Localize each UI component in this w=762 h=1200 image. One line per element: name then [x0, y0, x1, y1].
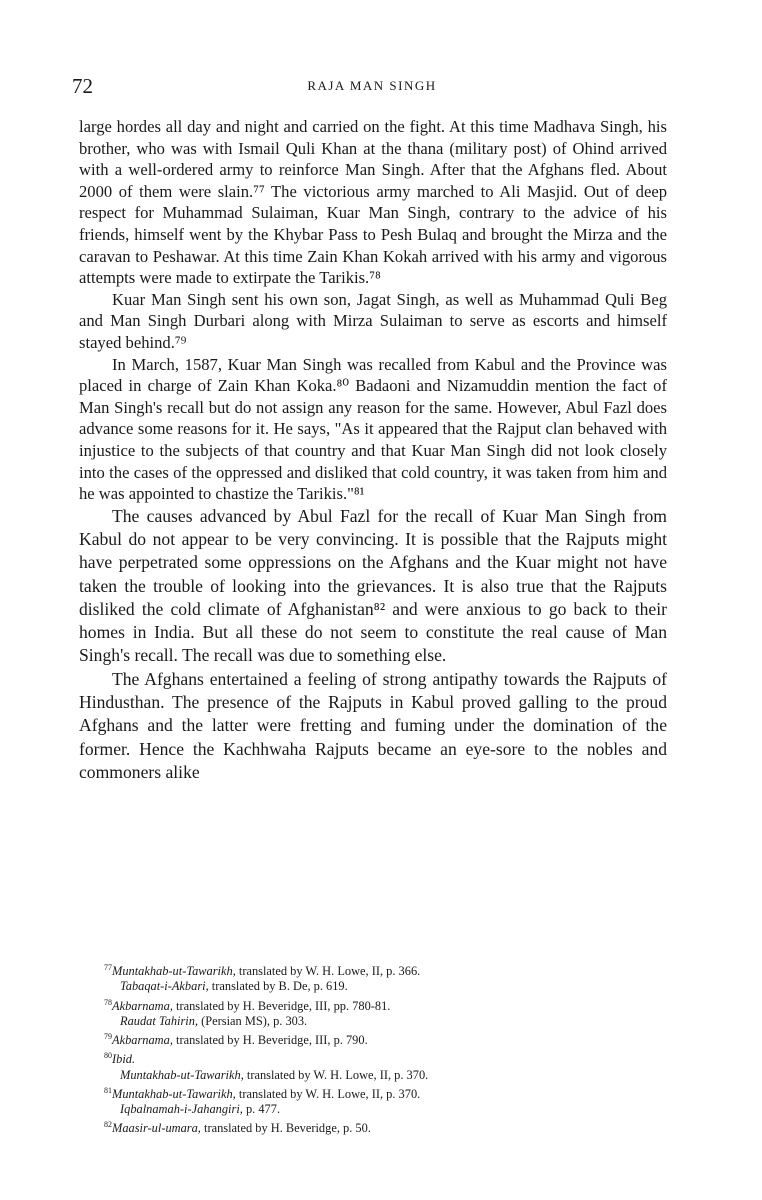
footnote-title: Akbarnama,	[112, 998, 173, 1013]
footnote	[104, 1048, 612, 1067]
footnote-title: Muntakhab-ut-Tawarikh,	[120, 1067, 244, 1082]
running-head: RAJA MAN SINGH	[307, 78, 437, 93]
footnotes	[104, 960, 612, 1137]
footnote-text: p. 477.	[242, 1102, 281, 1117]
footnote	[112, 1102, 612, 1117]
footnote-mark: 81	[104, 1085, 112, 1095]
body-text	[79, 116, 667, 784]
paragraph: Kuar Man Singh sent his own son, Jagat Singh, as well as Muhammad Quli Beg and Man Singh Durbari along with Mirza Sulaiman to serve as escorts and himself stayed behind.⁷⁹	[79, 289, 667, 352]
footnote-title: Akbarnama,	[112, 1033, 173, 1048]
footnote-text: translated by W. H. Lowe, II, p. 370.	[235, 1087, 421, 1102]
footnote-title: Raudat Tahirin,	[120, 1013, 199, 1028]
footnote-text: translated by H. Beveridge, p. 50.	[200, 1121, 371, 1136]
footnote-text: translated by H. Beveridge, III, pp. 780-81.	[172, 998, 391, 1013]
footnote-mark: 77	[104, 963, 112, 972]
footnote-mark: 78	[104, 997, 112, 1007]
footnote-title: Maasir-ul-umara,	[112, 1121, 201, 1136]
footnote-text: (Persian MS), p. 303.	[198, 1013, 308, 1028]
footnote-text: translated by B. De, p. 619.	[208, 979, 348, 994]
footnote-text: translated by W. H. Lowe, II, p. 366.	[235, 964, 421, 979]
footnote	[112, 979, 612, 994]
footnote-title: Muntakhab-ut-Tawarikh,	[112, 964, 236, 979]
paragraph: large hordes all day and night and carried on the fight. At this time Madhava Singh, his brother, who was with Ismail Quli Khan at the thana (military post) of Ohind arrived with a well-ordered army to reinforce Man Singh. After that the Afghans fled. About 2000 of them were slain.⁷⁷ The victorious army marched to Ali Masjid. Out of deep respect for Muhammad Sulaiman, Kuar Man Singh, contrary to the advice of his friends, himself went by the Khybar Pass to Pesh Bulaq and brought the Mirza and the caravan to Peshawar. At this time Zain Khan Kokah arrived with his army and vigorous attempts were made to extirpate the Tarikis.⁷⁸	[79, 117, 667, 288]
footnote-mark: 79	[104, 1032, 112, 1042]
footnote	[104, 995, 612, 1014]
footnote	[104, 960, 612, 979]
footnote-mark: 80	[104, 1051, 112, 1061]
footnote	[112, 1014, 612, 1029]
page-header	[72, 74, 672, 98]
paragraph: The Afghans entertained a feeling of strong antipathy towards the Rajputs of Hindusthan. The presence of the Rajputs in Kabul proved galling to the proud Afghans and the latter were fretting and fuming under the domination of the former. Hence the Kachhwaha Rajputs became an eye-sore to the nobles and commoners alike	[79, 668, 667, 782]
footnote-mark: 82	[104, 1120, 112, 1130]
footnote	[104, 1117, 612, 1136]
footnote-title: Ibid.	[112, 1052, 136, 1067]
footnote-title: Iqbalnamah-i-Jahangiri,	[120, 1102, 243, 1117]
page-number: 72	[72, 74, 93, 98]
footnote	[104, 1083, 612, 1102]
footnote-text: translated by W. H. Lowe, II, p. 370.	[243, 1067, 429, 1082]
footnote	[104, 1029, 612, 1048]
paragraph: In March, 1587, Kuar Man Singh was recalled from Kabul and the Province was placed in charge of Zain Khan Koka.⁸⁰ Badaoni and Nizamuddin mention the fact of Man Singh's recall but do not assign any reason for the same. However, Abul Fazl does advance some reasons for it. He says, "As it appeared that the Rajput clan behaved with injustice to the subjects of that country and that Kuar Man Singh did not look closely into the cases of the oppressed and disliked that cold country, it was taken from him and he was appointed to chastize the Tarikis."⁸¹	[79, 354, 667, 504]
footnote-text: translated by H. Beveridge, III, p. 790.	[172, 1033, 368, 1048]
footnote	[112, 1068, 612, 1083]
footnote-title: Muntakhab-ut-Tawarikh,	[112, 1087, 236, 1102]
footnote-title: Tabaqat-i-Akbari,	[120, 979, 209, 994]
paragraph: The causes advanced by Abul Fazl for the recall of Kuar Man Singh from Kabul do not appear to be very convincing. It is possible that the Rajputs might have perpetrated some oppressions on the Afghans and the Kuar might not have taken the trouble of looking into the grievances. It is also true that the Rajputs disliked the cold climate of Afghanistan⁸² and were anxious to go back to their homes in India. But all these do not seem to constitute the real cause of Man Singh's recall. The recall was due to something else.	[79, 505, 667, 666]
